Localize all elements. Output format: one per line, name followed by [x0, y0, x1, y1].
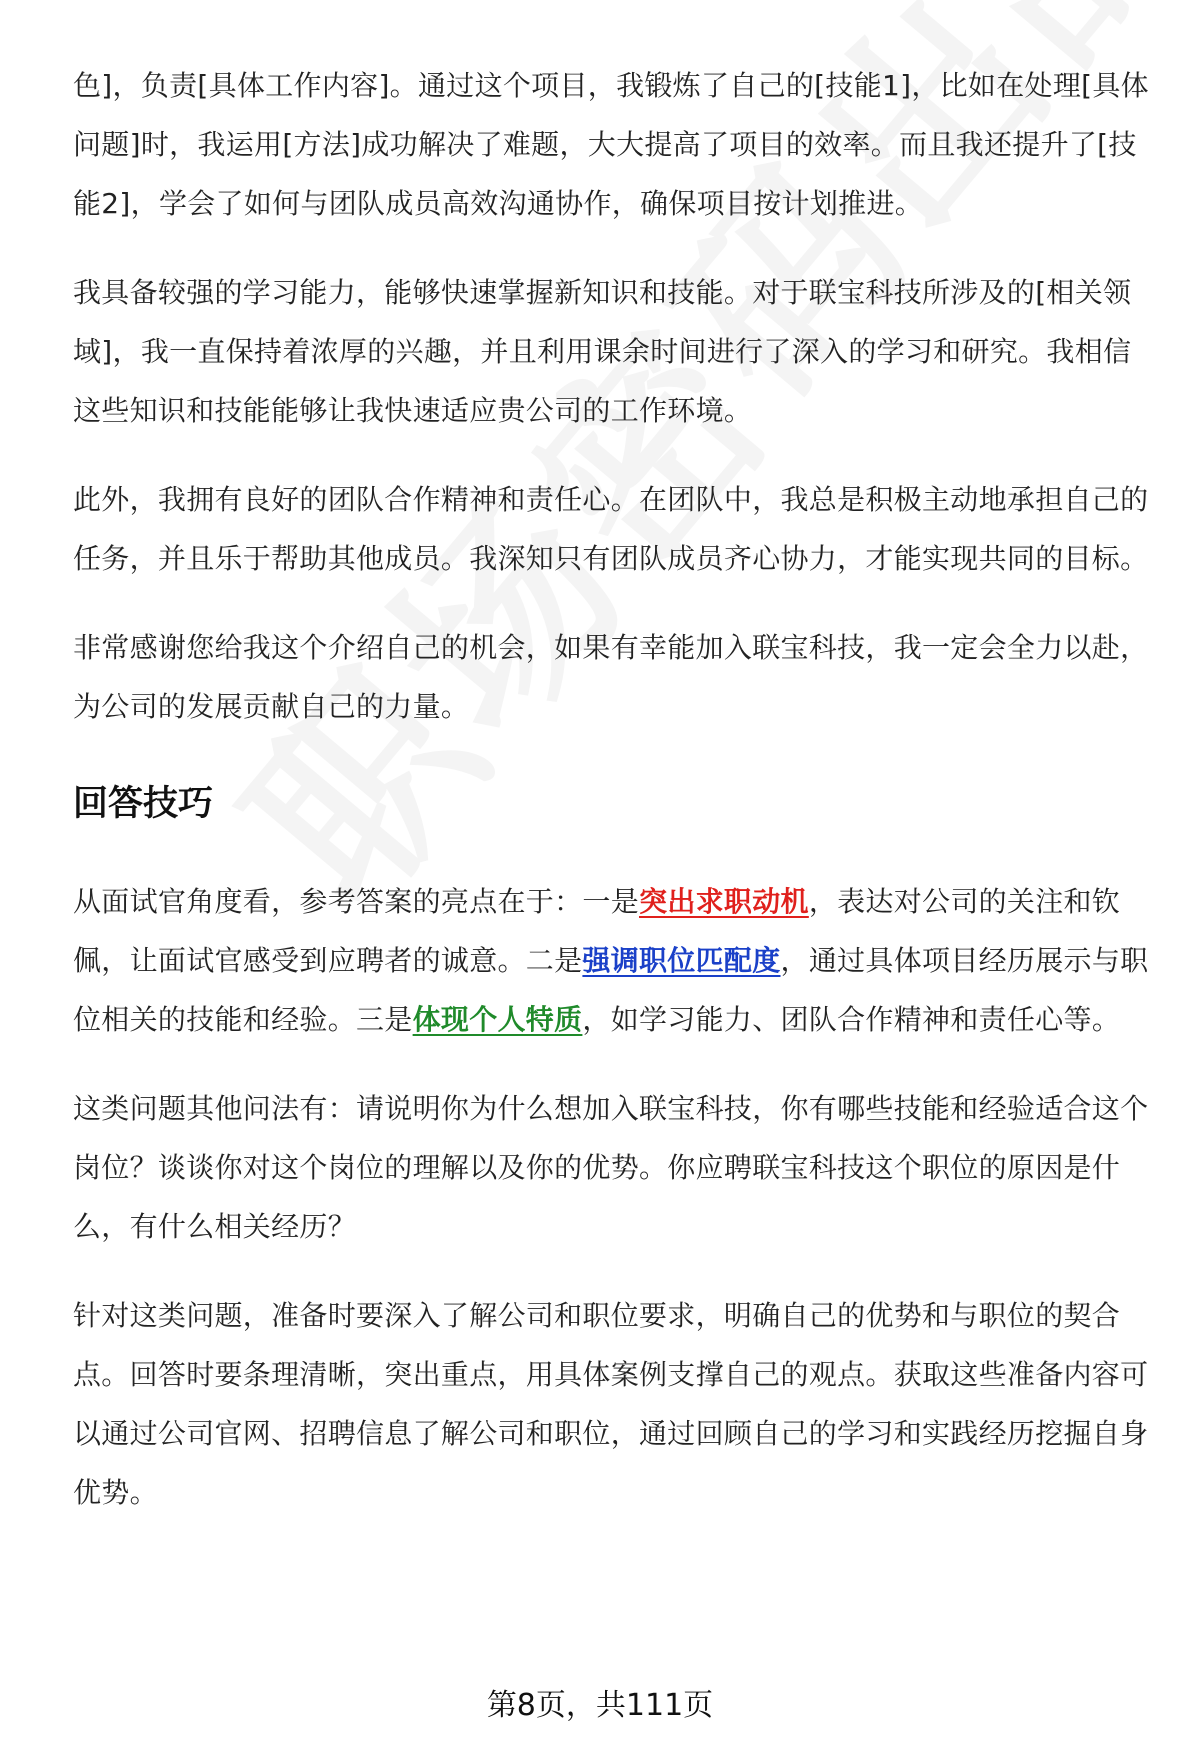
paragraph-tips-highlights: [73, 872, 1159, 1049]
paragraph-learning-ability: 我具备较强的学习能力，能够快速掌握新知识和技能。对于联宝科技所涉及的[相关领域]，我一直保持着浓厚的兴趣，并且利用课余时间进行了深入的学习和研究。我相信这些知识和技能能够让我快速适应贵公司的工作环境。: [73, 276, 1132, 427]
tips-text-4: ，如学习能力、团队合作精神和责任心等。: [582, 1003, 1121, 1036]
highlight-personal-traits: 体现个人特质: [412, 1003, 583, 1036]
paragraph-project-experience: 色]，负责[具体工作内容]。通过这个项目，我锻炼了自己的[技能1]，比如在处理[具体问题]时，我运用[方法]成功解决了难题，大大提高了项目的效率。而且我还提升了[技能2]，学会了如何与团队成员高效沟通协作，确保项目按计划推进。: [73, 69, 1149, 220]
paragraph-alternative-questions: 这类问题其他问法有：请说明你为什么想加入联宝科技，你有哪些技能和经验适合这个岗位？谈谈你对这个岗位的理解以及你的优势。你应聘联宝科技这个职位的原因是什么，有什么相关经历？: [73, 1092, 1149, 1243]
page-number-footer: 第8页，共111页: [486, 1688, 714, 1723]
tips-text-1: 从面试官角度看，参考答案的亮点在于：一是: [73, 885, 640, 918]
highlight-job-motivation: 突出求职动机: [639, 885, 809, 918]
paragraph-teamwork: 此外，我拥有良好的团队合作精神和责任心。在团队中，我总是积极主动地承担自己的任务，并且乐于帮助其他成员。我深知只有团队成员齐心协力，才能实现共同的目标。: [73, 483, 1149, 575]
document-body: [73, 56, 1159, 1552]
paragraph-preparation-advice: 针对这类问题，准备时要深入了解公司和职位要求，明确自己的优势和与职位的契合点。回答时要条理清晰，突出重点，用具体案例支撑自己的观点。获取这些准备内容可以通过公司官网、招聘信息了解公司和职位，通过回顾自己的学习和实践经历挖掘自身优势。: [73, 1299, 1149, 1509]
tips-text-3: ，通过具体项目经历展示与职位相关的技能和经验。三是: [73, 944, 1149, 1036]
section-heading-answer-tips: 回答技巧: [73, 784, 214, 824]
paragraph-closing-thanks: 非常感谢您给我这个介绍自己的机会，如果有幸能加入联宝科技，我一定会全力以赴，为公司的发展贡献自己的力量。: [73, 631, 1149, 723]
highlight-position-fit: 强调职位匹配度: [582, 944, 781, 977]
tips-text-2: ，表达对公司的关注和钦佩，让面试官感受到应聘者的诚意。二是: [73, 885, 1121, 977]
